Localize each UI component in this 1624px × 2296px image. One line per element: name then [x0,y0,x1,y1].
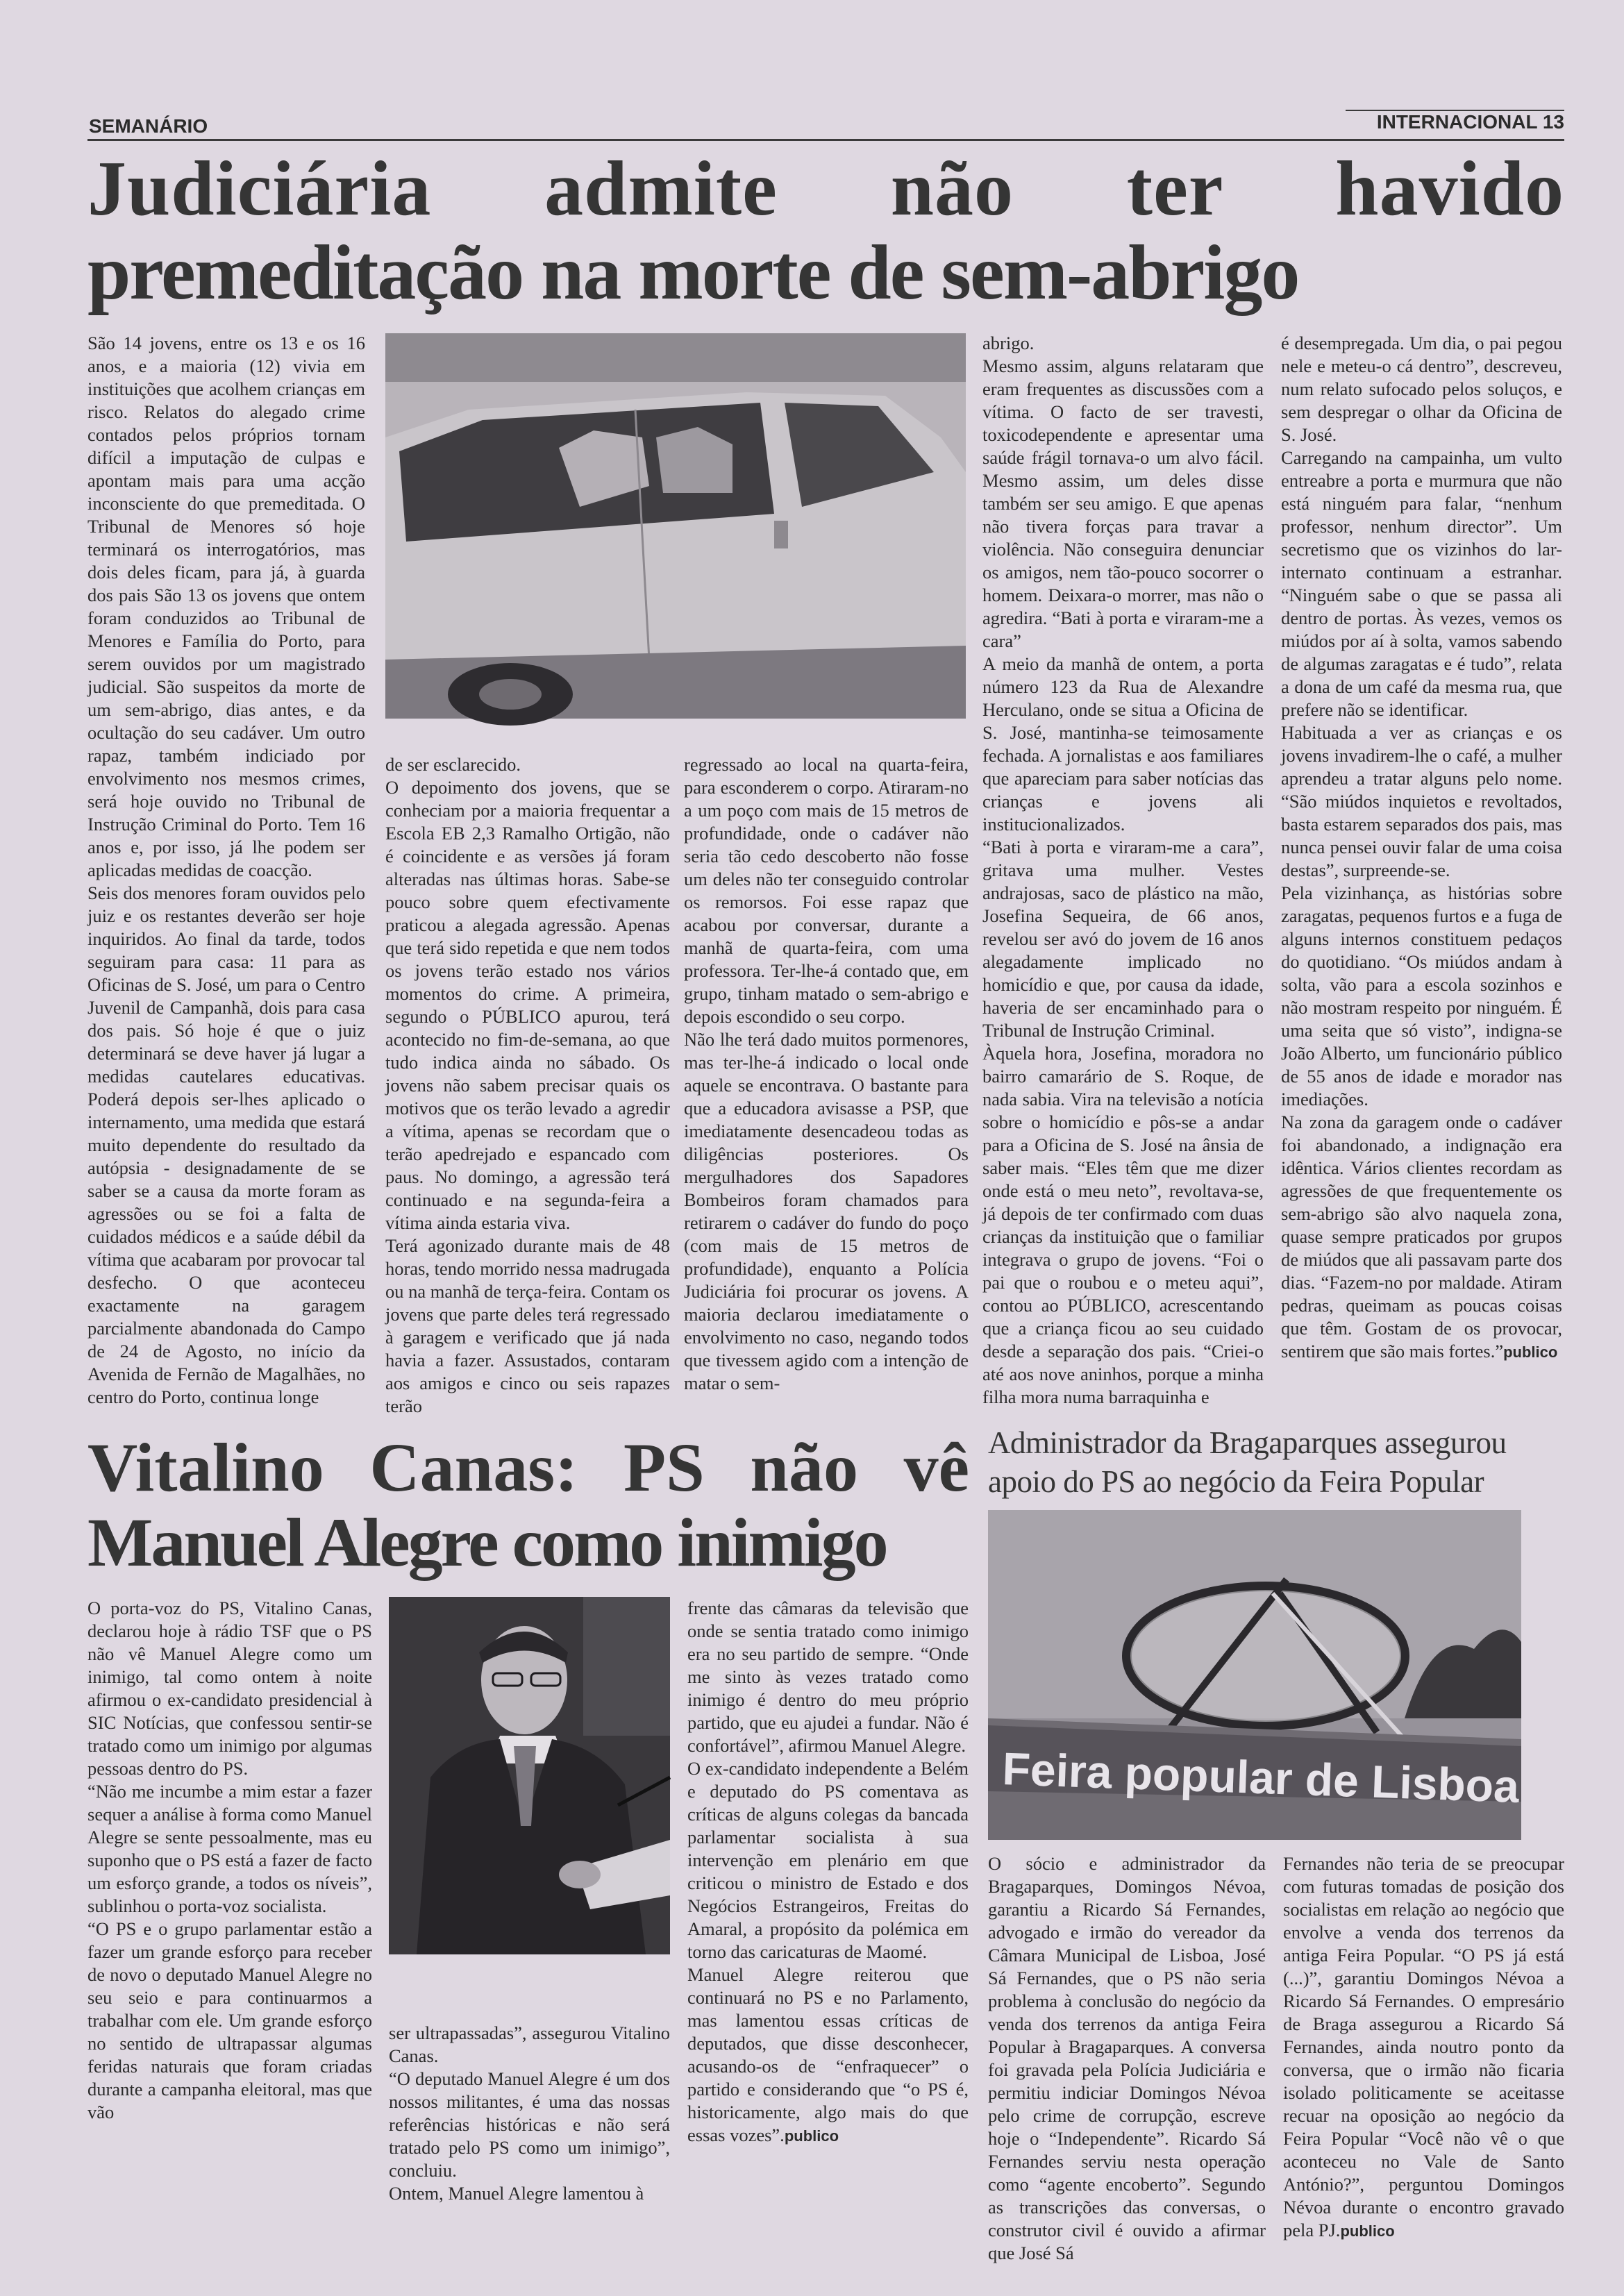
article-2-column-1 [87,1597,372,2229]
article-1-column-2 [385,753,670,1425]
article-1-headline-line1: Judiciária admite não ter havido [87,146,1564,232]
article-1-column-4 [982,332,1264,1426]
article-2-signature: publico [784,2127,839,2145]
article-3-column-1-text: O sócio e administrador da Bragaparques, Domingos Névoa, garantiu a Ricardo Sá Fernandes, advogado e irmão do vereador da Câmara Municipal de Lisboa, José Sá Fernandes, que o PS não seria problema à conclusão do negócio da venda dos terrenos da antiga Feira Popular à Bragaparques. A conversa foi gravada pela Polícia Judiciária e permitiu indiciar Domingos Névoa pelo crime de corrupção, escreve hoje o “Independente”. Ricardo Sá Fernandes serviu nesta operação como “agente encoberto”. Segundo as transcrições das conversas, o construtor civil é ouvido a afirmar que José Sá [988,1853,1266,2263]
article-1-column-3 [684,753,969,1425]
article-3-column-1 [988,1852,1266,2263]
article-2-column-3-text [687,1597,969,2147]
article-1-headline [87,147,1564,315]
feira-popular-sign-text: Feira popular de Lisboa [1001,1743,1521,1812]
article-3-column-2-text [1283,1852,1564,2243]
article-2-headline-line2: Manuel Alegre como inimigo [87,1504,887,1581]
article-2-column-2 [389,2022,670,2230]
article-2-headline-line1: Vitalino Canas: PS não vê [87,1429,969,1506]
article-1-column-5 [1281,332,1562,1426]
article-1-column-3-text: regressado ao local na quarta-feira, para esconderem o corpo. Atiraram-no a um poço com mais de 15 metros de profundidade, onde o cadáver não seria tão cedo descoberto não fosse um deles não ter conseguido controlar os remorsos. Foi esse rapaz que acabou por conversar, durante a manhã de quarta-feira, com uma professora. Ter-lhe-á contado que, em grupo, tinham matado o sem-abrigo e depois escondido o seu corpo. Não lhe terá dado muitos pormenores, mas ter-lhe-á indicado o local onde aquele se encontrava. O bastante para que a educadora avisasse a PSP, que imediatamente desencadeou todas as diligências posteriores. Os mergulhadores dos Sapadores Bombeiros foram chamados para retirarem o cadáver do fundo do poço (com mais de 15 metros de profundidade), enquanto a Polícia Judiciária foi procurar os jovens. A maioria declarou imediatamente o envolvimento no caso, negando todos que tivessem agido com a intenção de matar o sem- [684,754,969,1393]
article-1-signature: publico [1503,1343,1558,1361]
article-2-column-1-text: O porta-voz do PS, Vitalino Canas, declarou hoje à rádio TSF que o PS não vê Manuel Alegre como um inimigo, tal como ontem à noite afirmou o ex-candidato presidencial à SIC Notícias, que confessou sentir-se tratado como um inimigo por algumas pessoas dentro do PS. “Não me incumbe a mim estar a fazer sequer a análise à forma como Manuel Alegre se sente pessoalmente, mas eu suponho que o PS está a fazer de facto um esforço grande, a todos os níveis”, sublinhou o porta-voz socialista. “O PS e o grupo parlamentar estão a fazer um grande esforço para receber de novo o deputado Manuel Alegre no seu seio e para continuarmos a trabalhar com ele. Um grande esforço no sentido de ultrapassar algumas feridas naturais que foram criadas durante a campanha eleitoral, mas que vão [87,1598,372,2122]
article-1-headline-line2: premeditação na morte de sem-abrigo [87,229,1299,316]
article-3-headline [988,1423,1564,1501]
article-3-headline-line2: apoio do PS ao negócio da Feira Popular [988,1464,1484,1499]
article-3-column-2-body: Fernandes não teria de se preocupar com futuras tomadas de posição dos socialistas em relação ao negócio que envolve a venda dos terrenos da antiga Feira Popular. “O PS já está (...)”, garantiu Domingos Névoa a Ricardo Sá Fernandes. O empresário de Braga assegurou a Ricardo Sá Fernandes, ainda noutro ponto da conversa, que o irmão não ficaria isolado politicamente se aceitasse recuar na oposição ao negócio da Feira Popular “Você não vê o que aconteceu no Vale de Santo António?”, perguntou Domingos Névoa durante o encontro gravado pela PJ. [1283,1853,1564,2240]
header-rule [87,139,1564,141]
header-rule-top [1346,110,1564,111]
vitalino-canas-photo [389,1597,670,1954]
section-label-left: SEMANÁRIO [89,115,208,137]
article-1-column-1-text: São 14 jovens, entre os 13 e os 16 anos, e a maioria (12) vivia em instituições que acolhem crianças em risco. Relatos do alegado crime contados pelos próprios tornam difícil a imputação de culpas e apontam mais para uma acção inconsciente do que premeditada. O Tribunal de Menores só hoje terminará os interrogatórios, mas dois deles ficam, para já, à guarda dos pais São 13 os jovens que ontem foram conduzidos ao Tribunal de Menores e Família do Porto, para serem ouvidos por um magistrado judicial. São suspeitos da morte de um sem-abrigo, dias antes, e da ocultação do seu cadáver. Um outro rapaz, também indiciado por envolvimento nos mesmos crimes, será hoje ouvido no Tribunal de Instrução Criminal do Porto. Tem 16 anos e, por isso, já lhe podem ser aplicadas medidas de coacção. Seis dos menores foram ouvidos pelo juiz e os restantes deverão ser hoje inquiridos. Ao final da tarde, todos seguiram para casa: 11 para as Oficinas de S. José, um para o Centro Juvenil de Campanhã, dois para casa dos pais. Só hoje é que o juiz determinará se deve haver já lugar a medidas cautelares educativas. Poderá depois ser-lhes aplicado o internamento, uma medida que estará muito dependente do resultado da autópsia - designadamente de se saber se a causa da morte foram as agressões ou se foi a falta de cuidados médicos e a saúde débil da vítima que acabaram por provocar tal desfecho. O que aconteceu exactamente na garagem parcialmente abandonada do Campo de 24 de Agosto, no início da Avenida de Fernão de Magalhães, no centro do Porto, continua longe [87,333,365,1407]
article-3-headline-line1: Administrador da Bragaparques assegurou [988,1425,1507,1460]
article-2-headline [87,1430,969,1580]
article-1-column-1 [87,332,365,1426]
article-2-column-3 [687,1597,969,2229]
feira-popular-photo [988,1510,1521,1840]
article-2-column-3-body: frente das câmaras da televisão que onde se sentia tratado como inimigo era no seu partido de sempre. “Onde me sinto às vezes tratado como inimigo é dentro do meu próprio partido, que eu ajudei a fundar. Não é confortável”, afirmou Manuel Alegre. O ex-candidato independente a Belém e deputado do PS comentava as críticas de alguns colegas da bancada parlamentar socialista à sua intervenção em plenário em que criticou o ministro de Estado e dos Negócios Estrangeiros, Freitas do Amaral, a propósito da polémica em torno das caricaturas de Maomé. Manuel Alegre reiterou que continuará no PS e no Parlamento, mas lamentou essas críticas de deputados, que disse desconhecer, acusando-os de “enfraquecer” o partido e considerando que “o PS é, historicamente, algo mais do que essas vozes”. [687,1598,969,2145]
van-photo-image [385,333,966,719]
van-photo [385,333,966,719]
feira-popular-photo-image [988,1510,1521,1840]
article-1-column-4-text: abrigo. Mesmo assim, alguns relataram que eram frequentes as discussões com a vítima. O facto de ser travesti, toxicodependente e apresentar uma saúde frágil tornava-o um alvo fácil. Mesmo assim, um deles disse também ser seu amigo. E que apenas não tivera forças para travar a violência. Não conseguira denunciar os amigos, nem tão-pouco socorrer o homem. Deixara-o morrer, mas não o agredira. “Bati à porta e viraram-me a cara” A meio da manhã de ontem, a porta número 123 da Rua de Alexandre Herculano, onde se situa a Oficina de S. José, mantinha-se teimosamente fechada. A jornalistas e aos familiares que apareciam para saber notícias das crianças e jovens ali institucionalizados. “Bati à porta e viraram-me a cara”, gritava uma mulher. Vestes andrajosas, saco de plástico na mão, Josefina Sequeira, de 66 anos, revelou ser avó do jovem de 16 anos alegadamente implicado no homicídio e que, por causa da idade, haveria de ser encaminhado para o Tribunal de Instrução Criminal. Àquela hora, Josefina, moradora no bairro camarário de S. Roque, de nada sabia. Vira na televisão a notícia sobre o homicídio e pôs-se a andar para a Oficina de S. José na ânsia de saber mais. “Eles têm que me dizer onde está o meu neto”, revoltava-se, já depois de ter confirmado com duas crianças da instituição que o familiar integrava o grupo de jovens. “Foi o pai que o roubou e o meteu aqui”, contou ao PÚBLICO, acrescentando que a criança ficou ao seu cuidado desde a separação dos pais. “Criei-o até aos nove aninhos, porque a minha filha mora numa barraquinha e [982,333,1264,1407]
article-3-signature: publico [1340,2222,1395,2240]
section-label-right: INTERNACIONAL 13 [1376,111,1564,133]
article-1-column-5-body: é desempregada. Um dia, o pai pegou nele e meteu-o cá dentro”, descreveu, num relato sufocado pelos soluços, e sem despregar o olhar da Oficina de S. José. Carregando na campainha, um vulto entreabre a porta e murmura que não está ninguém para falar, “nenhum professor, nenhum director”. Um secretismo que os vizinhos do lar-internato continuam a estranhar. “Ninguém sabe o que se passa ali dentro de portas. Às vezes, vemos os miúdos por aí à solta, vamos sabendo de algumas zaragatas e é tudo”, relata a dona de um café da mesma rua, que prefere não se identificar. Habituada a ver as crianças e os jovens invadirem-lhe o café, a mulher aprendeu a tratar alguns pelo nome. “São miúdos inquietos e revoltados, basta estarem separados dos pais, mas nunca pensei ouvir falar de uma coisa destas”, surpreende-se. Pela vizinhança, as histórias sobre zaragatas, pequenos furtos e a fuga de alguns internos constituem pedaços do quotidiano. “Os miúdos andam à solta, vão para a escola sozinhos e não mostram respeito por ninguém. É uma seita que só visto”, indigna-se João Alberto, um funcionário público de 55 anos de idade e morador nas imediações. Na zona da garagem onde o cadáver foi abandonado, a indignação era idêntica. Vários clientes recordam as agressões de que frequentemente os sem-abrigo são alvo naquela zona, quase sempre praticados por grupos de miúdos que ali passavam parte dos dias. “Fazem-no por maldade. Atiram pedras, queimam as poucas coisas que têm. Gostam de os provocar, sentirem que são mais fortes.” [1281,333,1562,1361]
article-1-column-2-text: de ser esclarecido. O depoimento dos jovens, que se conheciam por a maioria frequentar a Escola EB 2,3 Ramalho Ortigão, não é coincidente e as versões já foram alteradas nas últimas horas. Sabe-se pouco sobre quem efectivamente praticou a alegada agressão. Apenas que terá sido repetida e que nem todos os jovens terão estado nos vários momentos do crime. A primeira, segundo o PÚBLICO apurou, terá acontecido no fim-de-semana, ao que tudo indica ainda no sábado. Os jovens não sabem precisar quais os motivos que os terão levado a agredir a vítima, apenas se recordam que o terão apedrejado e espancado com paus. No domingo, a agressão terá continuado e na segunda-feira a vítima ainda estaria viva. Terá agonizado durante mais de 48 horas, tendo morrido nessa madrugada ou na manhã de terça-feira. Contam os jovens que parte deles terá regressado à garagem e verificado que já nada havia a fazer. Assustados, contaram aos amigos e cinco ou seis rapazes terão [385,754,670,1416]
article-1-column-5-text [1281,332,1562,1364]
vitalino-canas-photo-image [389,1597,670,1954]
article-2-column-2-text: ser ultrapassadas”, assegurou Vitalino Canas. “O deputado Manuel Alegre é um dos nossos militantes, é uma das nossas referências históricas e não será tratado pelo PS como um inimigo”, concluiu. Ontem, Manuel Alegre lamentou à [389,2022,670,2204]
article-3-column-2 [1283,1852,1564,2240]
